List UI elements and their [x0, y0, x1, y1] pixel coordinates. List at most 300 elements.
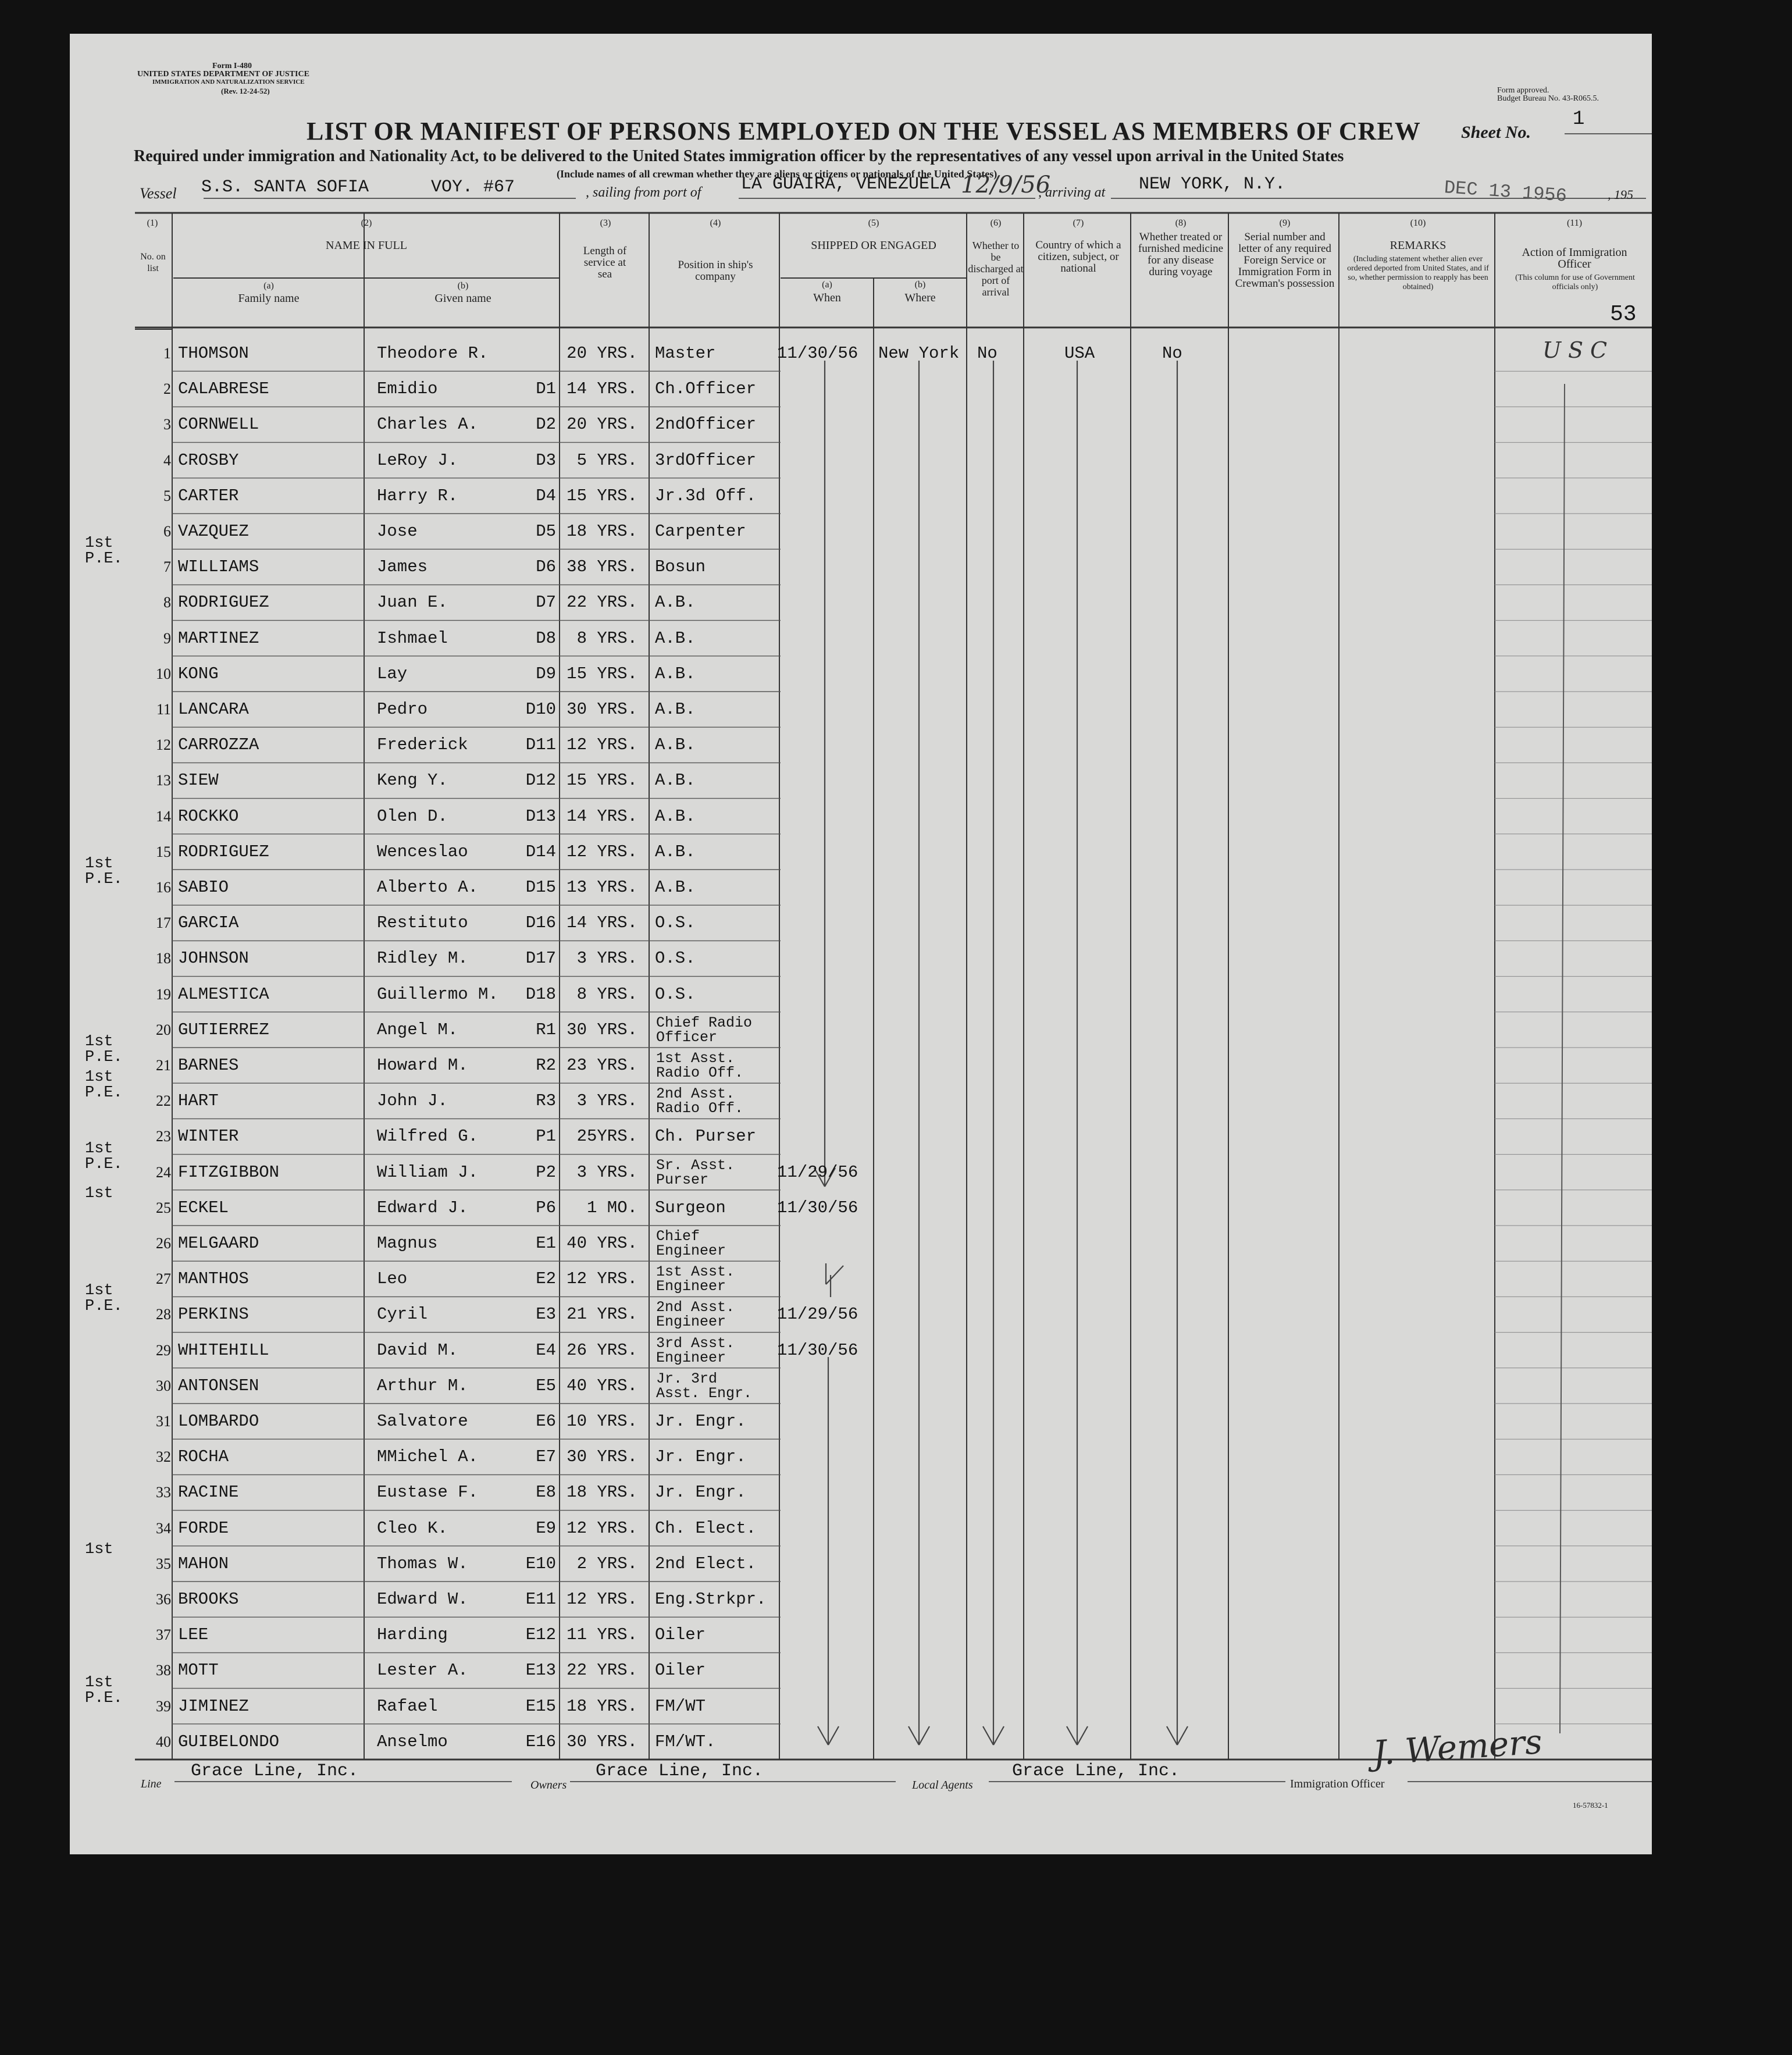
- margin-note: 1st: [85, 1033, 113, 1050]
- service-length: 1 MO.: [586, 1198, 637, 1217]
- ditto-arrow-head: [1167, 1726, 1177, 1745]
- family-name: WILLIAMS: [178, 557, 259, 577]
- row-number: 30: [156, 1377, 171, 1394]
- service-length: 11 YRS.: [567, 1625, 637, 1645]
- given-name: Cleo K.: [377, 1518, 448, 1538]
- row-number: 26: [156, 1235, 171, 1252]
- family-name: ANTONSEN: [178, 1376, 259, 1395]
- family-name: MOTT: [178, 1661, 219, 1680]
- crew-code: E3: [536, 1305, 556, 1324]
- position: Officer: [656, 1028, 718, 1046]
- family-name: CORNWELL: [178, 415, 259, 434]
- crew-code: D2: [536, 415, 556, 434]
- crew-code: D9: [536, 664, 556, 683]
- crew-code: D10: [525, 700, 556, 719]
- ditto-arrow-head: [818, 1726, 828, 1745]
- crew-code: D18: [525, 984, 556, 1004]
- crew-code: D6: [536, 557, 556, 577]
- crew-code: D14: [525, 842, 556, 861]
- row-number: 38: [156, 1662, 171, 1679]
- given-name: Guillermo M.: [377, 984, 498, 1004]
- row-number: 13: [156, 772, 171, 789]
- col5b-number: (b): [914, 280, 926, 290]
- arriving-port: NEW YORK, N.Y.: [1139, 174, 1286, 194]
- given-name: Eustase F.: [377, 1483, 479, 1502]
- col5a-label: When: [813, 291, 841, 304]
- row-number: 3: [163, 416, 171, 433]
- position: Jr. Engr.: [655, 1412, 746, 1431]
- crew-code: E12: [525, 1625, 556, 1645]
- given-name: Wenceslao: [377, 842, 468, 861]
- col7-number: (7): [1073, 218, 1084, 228]
- position: Asst. Engr.: [656, 1384, 753, 1402]
- ditto-arrow-head: [919, 1726, 929, 1745]
- shipped-when: 11/30/56: [777, 1340, 858, 1360]
- row-number: 17: [156, 914, 171, 932]
- family-name: KONG: [178, 664, 219, 683]
- position: A.B.: [655, 593, 696, 612]
- family-name: MELGAARD: [178, 1234, 259, 1253]
- crew-code: E7: [536, 1447, 556, 1467]
- family-name: MARTINEZ: [178, 628, 259, 648]
- footer-agents-value: Grace Line, Inc.: [1012, 1761, 1180, 1781]
- service-length: 23 YRS.: [567, 1056, 637, 1075]
- service-length: 38 YRS.: [567, 557, 637, 577]
- footer-agents-label: Local Agents: [912, 1779, 973, 1792]
- position: Engineer: [656, 1313, 726, 1331]
- footer-line-value: Grace Line, Inc.: [191, 1761, 359, 1781]
- service-length: 20 YRS.: [567, 415, 637, 434]
- margin-note: P.E.: [85, 1689, 123, 1707]
- ditto-arrow-head: [1177, 1726, 1188, 1745]
- position: 2nd Asst.: [656, 1299, 735, 1316]
- service-length: 20 YRS.: [567, 344, 637, 363]
- col2-label: NAME IN FULL: [326, 239, 407, 252]
- footer-owners-value: Grace Line, Inc.: [596, 1761, 764, 1781]
- given-name: Keng Y.: [377, 771, 448, 790]
- family-name: ECKEL: [178, 1198, 229, 1217]
- col2b-number: (b): [457, 281, 469, 291]
- service-length: 22 YRS.: [567, 593, 637, 612]
- shipped-when: 11/29/56: [777, 1305, 858, 1324]
- given-name: Theodore R.: [377, 344, 489, 363]
- margin-note: P.E.: [85, 1084, 123, 1102]
- given-name: John J.: [377, 1091, 448, 1111]
- shipped-when: 11/30/56: [777, 344, 858, 363]
- service-length: 12 YRS.: [567, 1269, 637, 1289]
- service-length: 30 YRS.: [567, 1447, 637, 1467]
- family-name: GUTIERREZ: [178, 1020, 269, 1039]
- margin-note: 1st: [85, 1673, 113, 1691]
- col11-number: (11): [1566, 218, 1583, 228]
- given-name: Howard M.: [377, 1056, 468, 1075]
- row-number: 24: [156, 1163, 171, 1181]
- position: 2ndOfficer: [655, 415, 757, 434]
- col11-label: Action of Immigration Officer: [1522, 246, 1627, 270]
- service-length: 8 YRS.: [576, 984, 637, 1004]
- family-name: RODRIGUEZ: [178, 593, 269, 612]
- row-number: 18: [156, 950, 171, 967]
- discharged: No: [977, 344, 997, 363]
- crew-code: D11: [525, 735, 556, 755]
- col6-label: Whether to be discharged at port of arrival: [968, 240, 1024, 298]
- family-name: GUIBELONDO: [178, 1732, 280, 1751]
- position: Engineer: [656, 1242, 726, 1259]
- year-label: , 195: [1608, 187, 1633, 202]
- position: 3rd Asst.: [656, 1334, 735, 1352]
- family-name: WINTER: [178, 1127, 239, 1146]
- crew-code: P2: [536, 1162, 556, 1182]
- form-title: LIST OR MANIFEST OF PERSONS EMPLOYED ON THE VESSEL AS MEMBERS OF CREW: [307, 117, 1421, 145]
- service-length: 25YRS.: [576, 1127, 637, 1146]
- position: A.B.: [655, 878, 696, 897]
- family-name: LOMBARDO: [178, 1412, 259, 1431]
- ditto-arrow-head: [828, 1726, 839, 1745]
- margin-note: P.E.: [85, 1298, 123, 1316]
- position: A.B.: [655, 735, 696, 755]
- position: Master: [655, 344, 716, 363]
- position: Ch. Purser: [655, 1127, 757, 1146]
- family-name: GARCIA: [178, 913, 239, 933]
- family-name: RODRIGUEZ: [178, 842, 269, 861]
- col3-label: Length of service at sea: [583, 245, 627, 280]
- position: Oiler: [655, 1625, 706, 1645]
- family-name: FORDE: [178, 1518, 229, 1538]
- col5-label: SHIPPED OR ENGAGED: [811, 239, 936, 252]
- given-name: Ridley M.: [377, 949, 468, 968]
- ditto-arrow-head: [1067, 1726, 1077, 1745]
- service-length: 3 YRS.: [576, 1091, 637, 1111]
- given-name: Emidio: [377, 379, 438, 399]
- crew-code: P6: [536, 1198, 556, 1217]
- position: Jr. 3rd: [656, 1370, 718, 1387]
- position: Ch. Elect.: [655, 1518, 757, 1538]
- position: A.B.: [655, 842, 696, 861]
- crew-code: E6: [536, 1412, 556, 1431]
- row-number: 2: [163, 380, 171, 398]
- row-number: 12: [156, 736, 171, 754]
- given-name: Charles A.: [377, 415, 479, 434]
- col10-number: (10): [1410, 218, 1426, 228]
- sailing-label: , sailing from port of: [586, 185, 701, 200]
- col8-label: Whether treated or furnished medicine for any disease during voyage: [1138, 231, 1224, 278]
- arriving-label: , arriving at: [1038, 185, 1106, 200]
- row-number: 21: [156, 1057, 171, 1074]
- crew-code: R2: [536, 1056, 556, 1075]
- handwritten-sailing-date: 12/9/56: [961, 172, 1051, 198]
- row-number: 37: [156, 1626, 171, 1644]
- family-name: CALABRESE: [178, 379, 269, 399]
- position: Purser: [656, 1171, 709, 1188]
- given-name: Harding: [377, 1625, 448, 1645]
- row-number: 1: [163, 345, 171, 362]
- service-length: 10 YRS.: [567, 1412, 637, 1431]
- citizenship: USA: [1064, 344, 1095, 363]
- crew-code: D8: [536, 628, 556, 648]
- service-length: 21 YRS.: [567, 1305, 637, 1324]
- family-name: JIMINEZ: [178, 1696, 249, 1716]
- position: FM/WT: [655, 1696, 706, 1716]
- crew-code: E13: [525, 1661, 556, 1680]
- form-code: 16-57832-1: [1573, 1801, 1608, 1810]
- position: 1st Asst.: [656, 1263, 735, 1281]
- row-number: 7: [163, 558, 171, 576]
- sailing-port: LA GUAIRA, VENEZUELA: [741, 174, 951, 194]
- family-name: BROOKS: [178, 1590, 239, 1609]
- given-name: James: [377, 557, 428, 577]
- sheet-number: 1: [1573, 108, 1585, 130]
- row-number: 6: [163, 523, 171, 540]
- margin-note: 1st: [85, 1139, 113, 1158]
- margin-note: P.E.: [85, 1049, 123, 1066]
- row-number: 5: [163, 487, 171, 504]
- row-number: 33: [156, 1484, 171, 1501]
- service-length: 12 YRS.: [567, 1518, 637, 1538]
- sheet-label: Sheet No.: [1461, 123, 1531, 142]
- service-length: 14 YRS.: [567, 806, 637, 826]
- row-number: 4: [163, 451, 171, 469]
- shipped-when: 11/30/56: [777, 1198, 858, 1217]
- position: Chief Radio: [656, 1014, 753, 1031]
- footer-line-label: Line: [141, 1778, 162, 1790]
- crew-code: E11: [525, 1590, 556, 1609]
- family-name: VAZQUEZ: [178, 522, 249, 541]
- col2b-label: Given name: [434, 292, 491, 305]
- given-name: Harry R.: [377, 486, 458, 505]
- treated-during-voyage: No: [1162, 344, 1182, 363]
- given-name: Ishmael: [377, 628, 448, 648]
- service-length: 14 YRS.: [567, 379, 637, 399]
- given-name: Edward W.: [377, 1590, 468, 1609]
- ditto-arrow-head: [909, 1726, 919, 1745]
- row-number: 29: [156, 1341, 171, 1359]
- crew-code: E16: [525, 1732, 556, 1751]
- given-name: Arthur M.: [377, 1376, 468, 1395]
- service-length: 15 YRS.: [567, 771, 637, 790]
- position: O.S.: [655, 949, 696, 968]
- ditto-arrow: [826, 1266, 843, 1284]
- row-number: 20: [156, 1021, 171, 1038]
- form-approved: Form approved.: [1497, 86, 1549, 95]
- col2a-label: Family name: [238, 292, 300, 305]
- position: Jr. Engr.: [655, 1483, 746, 1502]
- family-name: ROCHA: [178, 1447, 229, 1467]
- col2-number: (2): [361, 218, 372, 228]
- family-name: BARNES: [178, 1056, 239, 1075]
- family-name: ALMESTICA: [178, 984, 269, 1004]
- family-name: RACINE: [178, 1483, 239, 1502]
- position: Bosun: [655, 557, 706, 577]
- row-number: 36: [156, 1591, 171, 1608]
- crew-code: D12: [525, 771, 556, 790]
- row-number: 31: [156, 1413, 171, 1430]
- family-name: LEE: [178, 1625, 209, 1645]
- ditto-arrow-head: [1077, 1726, 1088, 1745]
- service-length: 40 YRS.: [567, 1376, 637, 1395]
- service-length: 12 YRS.: [567, 735, 637, 755]
- stamp-53: 53: [1610, 302, 1637, 327]
- position: 3rdOfficer: [655, 450, 757, 470]
- crew-code: D13: [525, 806, 556, 826]
- row-number: 10: [156, 665, 171, 682]
- crew-code: E2: [536, 1269, 556, 1289]
- given-name: Cyril: [377, 1305, 428, 1324]
- crew-code: E9: [536, 1518, 556, 1538]
- col8-number: (8): [1175, 218, 1187, 228]
- margin-note: 1st: [85, 535, 113, 553]
- given-name: Rafael: [377, 1696, 438, 1716]
- service-length: 5 YRS.: [576, 450, 637, 470]
- position: Sr. Asst.: [656, 1156, 735, 1174]
- col4-label: Position in ship's company: [678, 259, 753, 283]
- crew-code: D15: [525, 878, 556, 897]
- position: A.B.: [655, 771, 696, 790]
- col7-label: Country of which a citizen, subject, or national: [1035, 239, 1121, 275]
- given-name: Restituto: [377, 913, 468, 933]
- service-length: 18 YRS.: [567, 522, 637, 541]
- given-name: Frederick: [377, 735, 468, 755]
- service-length: 26 YRS.: [567, 1340, 637, 1360]
- col10-label: REMARKS: [1390, 239, 1447, 252]
- col9-label: Serial number and letter of any required Foreign Service or Immigration Form in Crewman's possession: [1235, 231, 1335, 290]
- crew-code: P1: [536, 1127, 556, 1146]
- margin-note: P.E.: [85, 871, 123, 888]
- row-number: 14: [156, 807, 171, 825]
- family-name: CARTER: [178, 486, 239, 505]
- form-revision: (Rev. 12-24-52): [221, 87, 270, 95]
- position: Engineer: [656, 1349, 726, 1366]
- family-name: CROSBY: [178, 450, 239, 470]
- crew-code: E1: [536, 1234, 556, 1253]
- margin-note: P.E.: [85, 1155, 123, 1173]
- service-length: 12 YRS.: [567, 1590, 637, 1609]
- row-number: 23: [156, 1128, 171, 1145]
- crew-code: E8: [536, 1483, 556, 1502]
- service-length: 30 YRS.: [567, 700, 637, 719]
- ditto-arrow-head: [993, 1726, 1004, 1745]
- position: Chief: [656, 1228, 700, 1245]
- service-length: 30 YRS.: [567, 1732, 637, 1751]
- vessel-label: Vessel: [140, 185, 177, 202]
- given-name: Juan E.: [377, 593, 448, 612]
- row-number: 16: [156, 879, 171, 896]
- service-length: 14 YRS.: [567, 913, 637, 933]
- service-length: 15 YRS.: [567, 486, 637, 505]
- family-name: PERKINS: [178, 1305, 249, 1324]
- family-name: FITZGIBBON: [178, 1162, 280, 1182]
- position: O.S.: [655, 913, 696, 933]
- footer-officer-label: Immigration Officer: [1290, 1778, 1385, 1790]
- position: O.S.: [655, 984, 696, 1004]
- family-name: THOMSON: [178, 344, 249, 363]
- row-number: 39: [156, 1697, 171, 1715]
- given-name: MMichel A.: [377, 1447, 479, 1467]
- position: 2nd Elect.: [655, 1554, 757, 1573]
- family-name: MAHON: [178, 1554, 229, 1573]
- col4-number: (4): [710, 218, 721, 228]
- family-name: LANCARA: [178, 700, 249, 719]
- col2a-number: (a): [263, 281, 274, 291]
- given-name: Angel M.: [377, 1020, 458, 1039]
- crew-code: E5: [536, 1376, 556, 1395]
- service-length: 30 YRS.: [567, 1020, 637, 1039]
- position: Oiler: [655, 1661, 706, 1680]
- handwritten-usc: USC: [1542, 337, 1615, 363]
- family-name: SIEW: [178, 771, 219, 790]
- given-name: Magnus: [377, 1234, 438, 1253]
- position: Ch.Officer: [655, 379, 757, 399]
- row-number: 19: [156, 985, 171, 1003]
- given-name: Leo: [377, 1269, 408, 1289]
- position: A.B.: [655, 664, 696, 683]
- given-name: Alberto A.: [377, 878, 479, 897]
- crew-code: E15: [525, 1696, 556, 1716]
- department-line-2: IMMIGRATION AND NATURALIZATION SERVICE: [152, 79, 305, 86]
- family-name: JOHNSON: [178, 949, 249, 968]
- row-number: 15: [156, 843, 171, 860]
- service-length: 12 YRS.: [567, 842, 637, 861]
- position: Carpenter: [655, 522, 746, 541]
- service-length: 40 YRS.: [567, 1234, 637, 1253]
- position: Radio Off.: [656, 1100, 744, 1117]
- service-length: 18 YRS.: [567, 1696, 637, 1716]
- ditto-arrow-head: [983, 1726, 993, 1745]
- arrival-date-stamp: DEC 13 1956: [1443, 177, 1567, 207]
- given-name: LeRoy J.: [377, 450, 458, 470]
- row-number: 11: [156, 701, 171, 718]
- voyage-number: VOY. #67: [431, 177, 515, 197]
- row-number: 34: [156, 1519, 171, 1537]
- crew-code: R1: [536, 1020, 556, 1039]
- margin-note: 1st: [85, 1282, 113, 1300]
- service-length: 18 YRS.: [567, 1483, 637, 1502]
- margin-note: P.E.: [85, 550, 123, 568]
- margin-note: 1st: [85, 1540, 113, 1558]
- position: 1st Asst.: [656, 1050, 735, 1067]
- footer-owners-label: Owners: [530, 1779, 567, 1792]
- given-name: David M.: [377, 1340, 458, 1360]
- position: FM/WT.: [655, 1732, 716, 1751]
- position: 2nd Asst.: [656, 1085, 735, 1103]
- form-number: Form I-480: [212, 62, 252, 70]
- form-subtitle: Required under immigration and Nationality Act, to be delivered to the United States immigration officer by the representatives of any vessel upon arrival in the United States: [134, 147, 1344, 165]
- family-name: MANTHOS: [178, 1269, 249, 1289]
- margin-note: 1st: [85, 1069, 113, 1087]
- position: A.B.: [655, 628, 696, 648]
- given-name: Salvatore: [377, 1412, 468, 1431]
- service-length: 15 YRS.: [567, 664, 637, 683]
- margin-note: 1st: [85, 855, 113, 872]
- position: Jr.3d Off.: [655, 486, 757, 505]
- family-name: ROCKKO: [178, 806, 239, 826]
- col5a-number: (a): [822, 280, 832, 290]
- given-name: Pedro: [377, 700, 428, 719]
- col1-number: (1): [147, 218, 158, 228]
- col5b-label: Where: [904, 291, 936, 304]
- crew-code: D5: [536, 522, 556, 541]
- given-name: William J.: [377, 1162, 479, 1182]
- margin-note: 1st: [85, 1184, 113, 1202]
- department-line-1: UNITED STATES DEPARTMENT OF JUSTICE: [137, 70, 309, 79]
- crew-code: D17: [525, 949, 556, 968]
- crew-code: D3: [536, 450, 556, 470]
- family-name: HART: [178, 1091, 219, 1111]
- ditto-line: [1560, 384, 1565, 1733]
- position: A.B.: [655, 700, 696, 719]
- given-name: Olen D.: [377, 806, 448, 826]
- crew-code: R3: [536, 1091, 556, 1111]
- position: Radio Off.: [656, 1064, 744, 1081]
